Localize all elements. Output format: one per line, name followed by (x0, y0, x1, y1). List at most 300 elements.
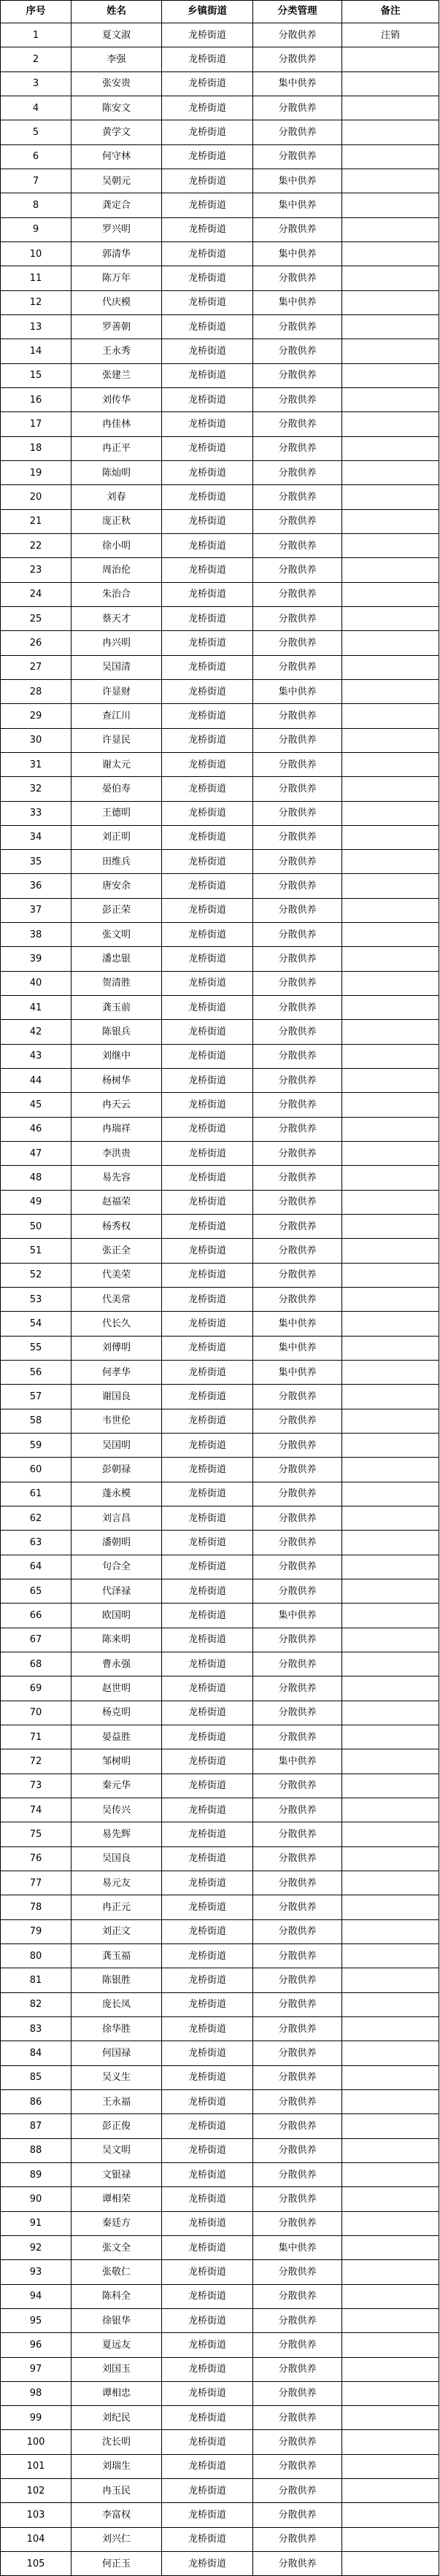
cell-township: 龙桥街道 (162, 1069, 253, 1093)
cell-serial: 26 (1, 631, 72, 655)
header-remarks: 备注 (342, 1, 439, 23)
cell-township: 龙桥街道 (162, 2089, 253, 2113)
cell-serial: 13 (1, 314, 72, 339)
cell-remarks (342, 169, 439, 193)
cell-township: 龙桥街道 (162, 96, 253, 120)
cell-category: 分散供养 (253, 971, 342, 995)
cell-name: 代美荣 (72, 1263, 162, 1287)
cell-serial: 56 (1, 1361, 72, 1385)
cell-category: 分散供养 (253, 728, 342, 752)
cell-category: 集中供养 (253, 241, 342, 266)
cell-township: 龙桥街道 (162, 1434, 253, 1458)
cell-township: 龙桥街道 (162, 2114, 253, 2138)
cell-name: 田维兵 (72, 850, 162, 874)
table-row (1, 1434, 439, 1458)
cell-name: 罗兴明 (72, 217, 162, 241)
cell-category: 分散供养 (253, 2503, 342, 2527)
cell-serial: 23 (1, 558, 72, 582)
cell-remarks (342, 266, 439, 290)
cell-name: 龚定合 (72, 193, 162, 217)
cell-name: 李强 (72, 47, 162, 71)
table-row (1, 2016, 439, 2041)
cell-name: 刘正明 (72, 825, 162, 849)
cell-serial: 25 (1, 606, 72, 630)
header-township: 乡镇街道 (162, 1, 253, 23)
cell-serial: 58 (1, 1409, 72, 1433)
table-row (1, 1676, 439, 1701)
cell-category: 分散供养 (253, 2114, 342, 2138)
cell-serial: 64 (1, 1555, 72, 1579)
cell-serial: 70 (1, 1701, 72, 1725)
cell-category: 分散供养 (253, 2162, 342, 2186)
cell-remarks (342, 2065, 439, 2089)
table-row (1, 1506, 439, 1531)
cell-township: 龙桥街道 (162, 144, 253, 169)
cell-category: 分散供养 (253, 1628, 342, 1652)
cell-township: 龙桥街道 (162, 777, 253, 801)
cell-remarks (342, 1409, 439, 1433)
cell-name: 代泽禄 (72, 1579, 162, 1604)
cell-category: 分散供养 (253, 582, 342, 606)
cell-category: 分散供养 (253, 2430, 342, 2454)
cell-name: 刘正文 (72, 1919, 162, 1943)
cell-remarks (342, 971, 439, 995)
cell-remarks (342, 120, 439, 144)
cell-category: 分散供养 (253, 2552, 342, 2576)
cell-serial: 34 (1, 825, 72, 849)
cell-category: 分散供养 (253, 947, 342, 971)
cell-category: 分散供养 (253, 533, 342, 557)
cell-name: 陈灿明 (72, 460, 162, 484)
table-row (1, 2260, 439, 2284)
cell-township: 龙桥街道 (162, 1458, 253, 1482)
cell-serial: 35 (1, 850, 72, 874)
cell-category: 分散供养 (253, 2527, 342, 2551)
cell-serial: 86 (1, 2089, 72, 2113)
cell-name: 代庆模 (72, 290, 162, 314)
cell-township: 龙桥街道 (162, 436, 253, 460)
cell-category: 分散供养 (253, 1555, 342, 1579)
cell-name: 刘继中 (72, 1044, 162, 1068)
cell-category: 分散供养 (253, 120, 342, 144)
cell-name: 吴传兴 (72, 1798, 162, 1822)
cell-remarks (342, 582, 439, 606)
cell-serial: 11 (1, 266, 72, 290)
cell-remarks (342, 728, 439, 752)
cell-remarks (342, 339, 439, 363)
table-row (1, 1579, 439, 1604)
cell-serial: 6 (1, 144, 72, 169)
cell-remarks (342, 1871, 439, 1895)
cell-category: 分散供养 (253, 1798, 342, 1822)
cell-name: 陈万年 (72, 266, 162, 290)
cell-serial: 18 (1, 436, 72, 460)
cell-remarks (342, 2235, 439, 2259)
cell-name: 刘传华 (72, 387, 162, 411)
header-name: 姓名 (72, 1, 162, 23)
cell-serial: 104 (1, 2527, 72, 2551)
cell-township: 龙桥街道 (162, 1968, 253, 1992)
cell-serial: 16 (1, 387, 72, 411)
table-row (1, 1895, 439, 1919)
table-row (1, 1822, 439, 1846)
table-row (1, 2284, 439, 2308)
cell-name: 周治伦 (72, 558, 162, 582)
table-row (1, 606, 439, 630)
cell-serial: 99 (1, 2406, 72, 2430)
cell-category: 分散供养 (253, 631, 342, 655)
cell-name: 刘瑞生 (72, 2454, 162, 2478)
cell-remarks (342, 2479, 439, 2503)
cell-name: 彭朝禄 (72, 1458, 162, 1482)
cell-name: 查江川 (72, 704, 162, 728)
cell-serial: 12 (1, 290, 72, 314)
cell-name: 秦元华 (72, 1774, 162, 1798)
cell-category: 分散供养 (253, 1701, 342, 1725)
table-row (1, 1943, 439, 1968)
cell-name: 潘忠银 (72, 947, 162, 971)
table-row (1, 1919, 439, 1943)
cell-category: 分散供养 (253, 436, 342, 460)
cell-remarks (342, 801, 439, 825)
cell-remarks (342, 679, 439, 703)
cell-name: 句合全 (72, 1555, 162, 1579)
cell-serial: 83 (1, 2016, 72, 2041)
cell-category: 分散供养 (253, 923, 342, 947)
table-row (1, 825, 439, 849)
cell-category: 集中供养 (253, 1361, 342, 1385)
cell-name: 赵福荣 (72, 1190, 162, 1214)
cell-serial: 61 (1, 1482, 72, 1506)
cell-category: 分散供养 (253, 704, 342, 728)
cell-township: 龙桥街道 (162, 971, 253, 995)
cell-category: 分散供养 (253, 387, 342, 411)
table-row (1, 655, 439, 679)
cell-category: 分散供养 (253, 2187, 342, 2211)
cell-category: 分散供养 (253, 1482, 342, 1506)
cell-township: 龙桥街道 (162, 1628, 253, 1652)
table-row (1, 801, 439, 825)
cell-remarks (342, 387, 439, 411)
cell-name: 许显财 (72, 679, 162, 703)
cell-serial: 29 (1, 704, 72, 728)
cell-township: 龙桥街道 (162, 412, 253, 436)
cell-serial: 51 (1, 1239, 72, 1263)
cell-name: 唐安余 (72, 874, 162, 898)
cell-name: 吴国清 (72, 655, 162, 679)
cell-township: 龙桥街道 (162, 1555, 253, 1579)
cell-remarks (342, 1604, 439, 1628)
cell-category: 分散供养 (253, 47, 342, 71)
table-row (1, 1725, 439, 1749)
cell-remarks (342, 2333, 439, 2357)
cell-remarks (342, 2503, 439, 2527)
cell-name: 代长久 (72, 1312, 162, 1336)
cell-remarks (342, 1093, 439, 1117)
cell-township: 龙桥街道 (162, 2308, 253, 2332)
cell-township: 龙桥街道 (162, 193, 253, 217)
cell-serial: 71 (1, 1725, 72, 1749)
cell-category: 分散供养 (253, 96, 342, 120)
cell-category: 分散供养 (253, 2357, 342, 2381)
cell-serial: 60 (1, 1458, 72, 1482)
table-row (1, 874, 439, 898)
cell-category: 集中供养 (253, 2235, 342, 2259)
cell-name: 龚玉前 (72, 996, 162, 1020)
table-row (1, 266, 439, 290)
cell-category: 分散供养 (253, 2406, 342, 2430)
cell-township: 龙桥街道 (162, 1701, 253, 1725)
cell-remarks (342, 241, 439, 266)
cell-remarks (342, 1628, 439, 1652)
cell-remarks (342, 2308, 439, 2332)
cell-category: 分散供养 (253, 1895, 342, 1919)
cell-serial: 91 (1, 2211, 72, 2235)
cell-category: 分散供养 (253, 509, 342, 533)
cell-name: 沈长明 (72, 2430, 162, 2454)
cell-remarks (342, 1069, 439, 1093)
table-row (1, 1482, 439, 1506)
table-row (1, 193, 439, 217)
cell-serial: 1 (1, 23, 72, 47)
cell-township: 龙桥街道 (162, 801, 253, 825)
cell-serial: 105 (1, 2552, 72, 2576)
cell-category: 分散供养 (253, 339, 342, 363)
cell-remarks (342, 777, 439, 801)
table-row (1, 679, 439, 703)
table-row (1, 1555, 439, 1579)
cell-name: 龚玉福 (72, 1943, 162, 1968)
table-row (1, 1385, 439, 1409)
cell-township: 龙桥街道 (162, 47, 253, 71)
table-row (1, 1166, 439, 1190)
cell-serial: 102 (1, 2479, 72, 2503)
cell-remarks (342, 1385, 439, 1409)
cell-township: 龙桥街道 (162, 850, 253, 874)
cell-category: 分散供养 (253, 1919, 342, 1943)
cell-category: 分散供养 (253, 1774, 342, 1798)
cell-category: 分散供养 (253, 655, 342, 679)
cell-name: 何正玉 (72, 2552, 162, 2576)
cell-township: 龙桥街道 (162, 2503, 253, 2527)
cell-township: 龙桥街道 (162, 1020, 253, 1044)
cell-serial: 76 (1, 1846, 72, 1871)
cell-remarks (342, 1336, 439, 1360)
cell-township: 龙桥街道 (162, 1943, 253, 1968)
table-row (1, 2235, 439, 2259)
cell-category: 分散供养 (253, 1506, 342, 1531)
cell-name: 吴义生 (72, 2065, 162, 2089)
cell-category: 分散供养 (253, 1044, 342, 1068)
cell-serial: 90 (1, 2187, 72, 2211)
cell-township: 龙桥街道 (162, 217, 253, 241)
cell-name: 蔡天才 (72, 606, 162, 630)
cell-serial: 57 (1, 1385, 72, 1409)
cell-name: 徐小明 (72, 533, 162, 557)
cell-remarks (342, 1288, 439, 1312)
cell-remarks (342, 606, 439, 630)
cell-category: 分散供养 (253, 2089, 342, 2113)
cell-remarks: 注销 (342, 23, 439, 47)
table-row (1, 1020, 439, 1044)
table-row (1, 2089, 439, 2113)
cell-remarks (342, 752, 439, 776)
table-row (1, 1774, 439, 1798)
table-row (1, 1288, 439, 1312)
cell-township: 龙桥街道 (162, 2430, 253, 2454)
cell-remarks (342, 1992, 439, 2016)
cell-remarks (342, 631, 439, 655)
cell-township: 龙桥街道 (162, 1142, 253, 1166)
cell-township: 龙桥街道 (162, 898, 253, 922)
table-row (1, 1361, 439, 1385)
table-row (1, 47, 439, 71)
cell-remarks (342, 1531, 439, 1555)
cell-remarks (342, 1725, 439, 1749)
cell-serial: 63 (1, 1531, 72, 1555)
cell-township: 龙桥街道 (162, 2333, 253, 2357)
cell-township: 龙桥街道 (162, 2357, 253, 2381)
cell-category: 分散供养 (253, 363, 342, 387)
cell-remarks (342, 1555, 439, 1579)
cell-serial: 53 (1, 1288, 72, 1312)
cell-remarks (342, 947, 439, 971)
cell-remarks (342, 2211, 439, 2235)
cell-category: 集中供养 (253, 71, 342, 96)
cell-township: 龙桥街道 (162, 460, 253, 484)
cell-township: 龙桥街道 (162, 1531, 253, 1555)
cell-serial: 97 (1, 2357, 72, 2381)
cell-name: 谢国良 (72, 1385, 162, 1409)
cell-township: 龙桥街道 (162, 752, 253, 776)
cell-name: 刘傅明 (72, 1336, 162, 1360)
cell-serial: 28 (1, 679, 72, 703)
cell-name: 潘朝明 (72, 1531, 162, 1555)
cell-remarks (342, 1968, 439, 1992)
table-row (1, 2406, 439, 2430)
cell-category: 集中供养 (253, 193, 342, 217)
cell-name: 陈银兵 (72, 1020, 162, 1044)
header-row (1, 1, 439, 23)
cell-serial: 81 (1, 1968, 72, 1992)
cell-category: 分散供养 (253, 2138, 342, 2162)
cell-serial: 80 (1, 1943, 72, 1968)
cell-serial: 40 (1, 971, 72, 995)
cell-serial: 85 (1, 2065, 72, 2089)
cell-township: 龙桥街道 (162, 1579, 253, 1604)
cell-serial: 78 (1, 1895, 72, 1919)
cell-serial: 20 (1, 485, 72, 509)
cell-remarks (342, 290, 439, 314)
cell-category: 分散供养 (253, 850, 342, 874)
cell-serial: 41 (1, 996, 72, 1020)
cell-name: 刘兴仁 (72, 2527, 162, 2551)
cell-serial: 44 (1, 1069, 72, 1093)
cell-remarks (342, 996, 439, 1020)
cell-remarks (342, 2089, 439, 2113)
cell-remarks (342, 96, 439, 120)
table-row (1, 1312, 439, 1336)
cell-name: 晏益胜 (72, 1725, 162, 1749)
cell-remarks (342, 1506, 439, 1531)
cell-township: 龙桥街道 (162, 2552, 253, 2576)
cell-category: 分散供养 (253, 1579, 342, 1604)
cell-name: 冉正元 (72, 1895, 162, 1919)
table-row (1, 2138, 439, 2162)
cell-category: 集中供养 (253, 1749, 342, 1774)
cell-township: 龙桥街道 (162, 533, 253, 557)
cell-serial: 103 (1, 2503, 72, 2527)
table-row (1, 1117, 439, 1141)
cell-category: 分散供养 (253, 1531, 342, 1555)
cell-serial: 100 (1, 2430, 72, 2454)
cell-name: 吴朝元 (72, 169, 162, 193)
cell-remarks (342, 898, 439, 922)
table-row (1, 71, 439, 96)
cell-township: 龙桥街道 (162, 2187, 253, 2211)
cell-remarks (342, 1774, 439, 1798)
cell-serial: 42 (1, 1020, 72, 1044)
table-row (1, 1846, 439, 1871)
cell-township: 龙桥街道 (162, 71, 253, 96)
cell-remarks (342, 1895, 439, 1919)
cell-township: 龙桥街道 (162, 290, 253, 314)
cell-name: 李富权 (72, 2503, 162, 2527)
cell-name: 王永福 (72, 2089, 162, 2113)
cell-township: 龙桥街道 (162, 485, 253, 509)
table-row (1, 1458, 439, 1482)
table-row (1, 1142, 439, 1166)
cell-remarks (342, 923, 439, 947)
cell-township: 龙桥街道 (162, 825, 253, 849)
cell-serial: 84 (1, 2041, 72, 2065)
cell-category: 分散供养 (253, 2454, 342, 2478)
cell-township: 龙桥街道 (162, 582, 253, 606)
cell-serial: 95 (1, 2308, 72, 2332)
table-row (1, 1239, 439, 1263)
cell-remarks (342, 1458, 439, 1482)
cell-name: 贺清胜 (72, 971, 162, 995)
cell-township: 龙桥街道 (162, 120, 253, 144)
cell-category: 分散供养 (253, 2041, 342, 2065)
table-row (1, 2430, 439, 2454)
cell-township: 龙桥街道 (162, 874, 253, 898)
cell-category: 分散供养 (253, 1288, 342, 1312)
table-row (1, 1652, 439, 1676)
cell-serial: 14 (1, 339, 72, 363)
cell-remarks (342, 47, 439, 71)
cell-serial: 73 (1, 1774, 72, 1798)
cell-remarks (342, 2114, 439, 2138)
cell-name: 黄学文 (72, 120, 162, 144)
cell-remarks (342, 1822, 439, 1846)
cell-serial: 21 (1, 509, 72, 533)
table-row (1, 2527, 439, 2551)
cell-remarks (342, 533, 439, 557)
cell-township: 龙桥街道 (162, 1385, 253, 1409)
cell-remarks (342, 2381, 439, 2405)
cell-remarks (342, 1044, 439, 1068)
cell-remarks (342, 217, 439, 241)
cell-category: 分散供养 (253, 1846, 342, 1871)
cell-township: 龙桥街道 (162, 631, 253, 655)
cell-township: 龙桥街道 (162, 1604, 253, 1628)
cell-remarks (342, 2406, 439, 2430)
cell-remarks (342, 436, 439, 460)
cell-name: 李洪贵 (72, 1142, 162, 1166)
cell-name: 杨克明 (72, 1701, 162, 1725)
table-row (1, 1992, 439, 2016)
